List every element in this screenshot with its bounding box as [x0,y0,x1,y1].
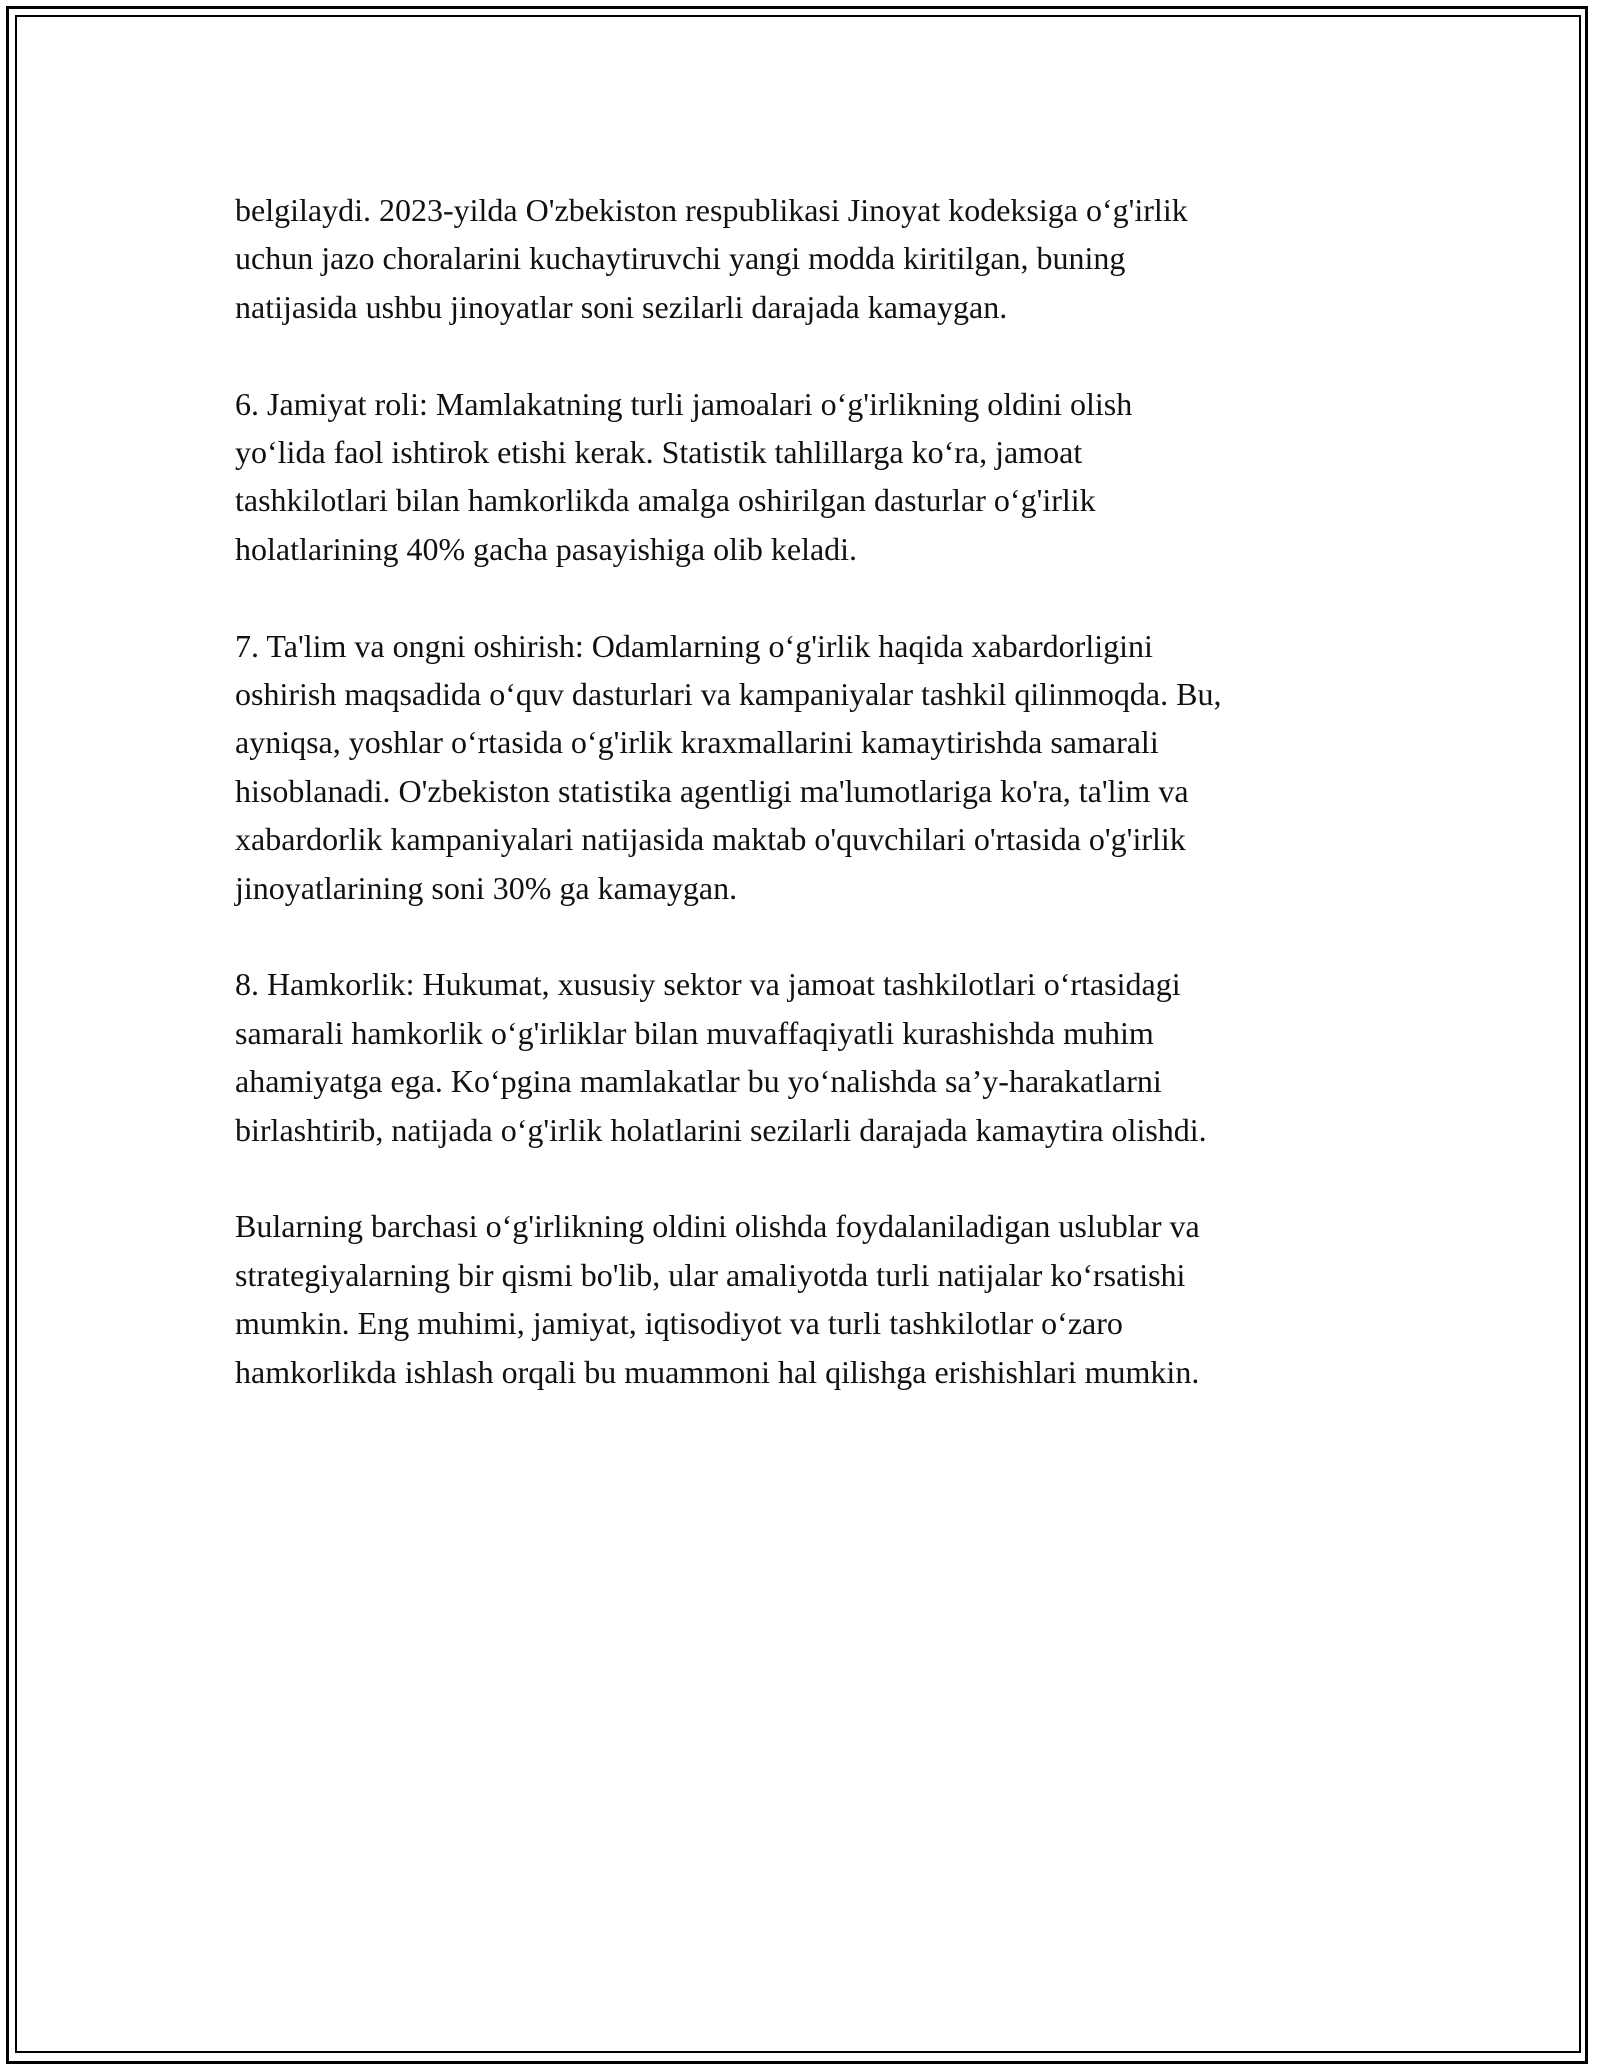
text-line: mumkin. Eng muhimi, jamiyat, iqtisodiyot va turli tashkilotlar o‘zaro [235,1305,1123,1342]
text-line: belgilaydi. 2023-yilda O'zbekiston respublikasi Jinoyat kodeksiga o‘g'irlik [235,192,1188,228]
text-line: yo‘lida faol ishtirok etishi kerak. Statistik tahlillarga ko‘ra, jamoat [235,434,1083,471]
paragraph-community-role [235,380,1375,574]
text-line: strategiyalarning bir qismi bo'lib, ular amaliyotda turli natijalar ko‘rsatishi [235,1256,1186,1293]
text-line: samarali hamkorlik o‘g'irliklar bilan muvaffaqiyatli kurashishda muhim [235,1014,1154,1051]
text-line: hisoblanadi. O'zbekiston statistika agentligi ma'lumotlariga ko'ra, ta'lim va [235,772,1189,809]
document-body [235,186,1375,1444]
text-line: birlashtirib, natijada o‘g'irlik holatlarini sezilarli darajada kamaytira olishdi. [235,1111,1207,1148]
paragraph-intro-continuation [235,186,1375,331]
text-line: holatlarining 40% gacha pasayishiga olib keladi. [235,530,858,567]
text-line: natijasida ushbu jinoyatlar soni sezilarli darajada kamaygan. [235,288,1008,325]
text-line: Bularning barchasi o‘g'irlikning oldini olishda foydalaniladigan uslublar va [235,1208,1200,1245]
paragraph-education-awareness [235,622,1375,912]
text-line: uchun jazo choralarini kuchaytiruvchi yangi modda kiritilgan, buning [235,240,1126,277]
text-line: ayniqsa, yoshlar o‘rtasida o‘g'irlik kraxmallarini kamaytirishda samarali [235,724,1159,761]
paragraph-conclusion [235,1202,1375,1396]
text-line: oshirish maqsadida o‘quv dasturlari va kampaniyalar tashkil qilinmoqda. Bu, [235,676,1222,713]
text-line: jinoyatlarining soni 30% ga kamaygan. [235,869,738,906]
text-line: 6. Jamiyat roli: Mamlakatning turli jamoalari o‘g'irlikning oldini olish [235,385,1133,422]
text-line: 7. Ta'lim va ongni oshirish: Odamlarning o‘g'irlik haqida xabardorligini [235,627,1153,664]
text-line: xabardorlik kampaniyalari natijasida maktab o'quvchilari o'rtasida o'g'irlik [235,821,1186,858]
paragraph-cooperation [235,960,1375,1154]
text-line: hamkorlikda ishlash orqali bu muammoni hal qilishga erishishlari mumkin. [235,1353,1200,1390]
text-line: 8. Hamkorlik: Hukumat, xususiy sektor va jamoat tashkilotlari o‘rtasidagi [235,966,1181,1003]
text-line: ahamiyatga ega. Ko‘pgina mamlakatlar bu yo‘nalishda sa’y-harakatlarni [235,1063,1162,1100]
text-line: tashkilotlari bilan hamkorlikda amalga oshirilgan dasturlar o‘g'irlik [235,482,1096,519]
